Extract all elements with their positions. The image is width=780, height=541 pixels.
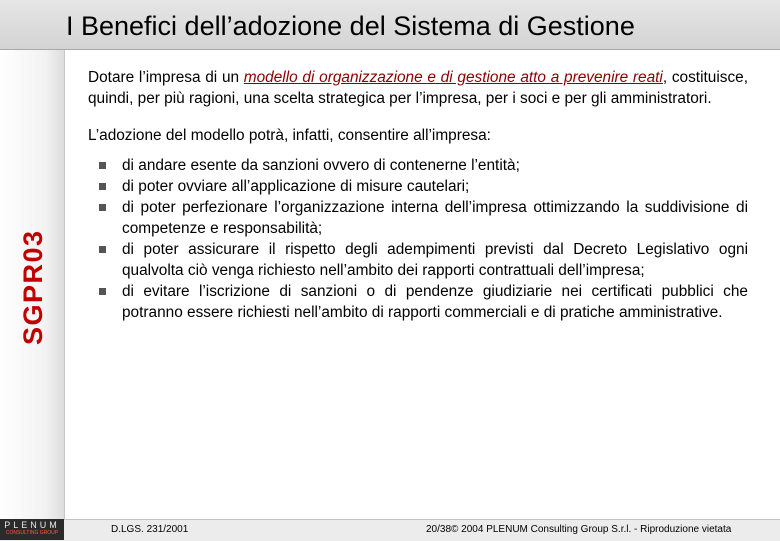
intro-text-end: , costituisce, quindi, per più ragioni, una scelta strategica per l’impresa, per i soci e per gli amministratori. <box>88 69 748 107</box>
footer-copyright: 20/38© 2004 PLENUM Consulting Group S.r.l. - Riproduzione vietata <box>426 524 732 535</box>
list-item-text: di andare esente da sanzioni ovvero di contenerne l’entità; <box>122 157 520 174</box>
sidebar-divider <box>64 50 65 520</box>
list-item-text: di evitare l’iscrizione di sanzioni o di pendenze giudiziarie nei certificati pubblici che potranno essere richiesti nell’ambito di rapporti commerciali e di pratiche amministrative. <box>122 283 748 321</box>
square-bullet-icon <box>99 183 106 190</box>
list-item-text: di poter ovviare all’applicazione di misure cautelari; <box>122 178 470 195</box>
logo-wordmark: PLENUM <box>4 520 60 530</box>
list-item <box>122 197 748 239</box>
slide-content <box>88 67 748 323</box>
square-bullet-icon <box>99 204 106 211</box>
list-item <box>122 239 748 281</box>
list-item <box>122 176 748 197</box>
title-bar <box>0 0 780 50</box>
plenum-logo <box>0 519 64 540</box>
intro-highlight: modello di organizzazione e di gestione atto a prevenire reati <box>243 69 663 86</box>
square-bullet-icon <box>99 246 106 253</box>
list-item-text: di poter assicurare il rispetto degli adempimenti previsti dal Decreto Legislativo ogni qualvolta ciò venga richiesto nell’ambito dei rapporti contrattuali dell’impresa; <box>122 241 748 279</box>
logo-tagline: CONSULTING GROUP <box>5 530 59 536</box>
benefits-list <box>88 155 748 323</box>
lead-sentence: L’adozione del modello potrà, infatti, consentire all’impresa: <box>88 127 491 144</box>
list-item <box>122 155 748 176</box>
intro-text-start: Dotare l’impresa di un <box>88 69 244 86</box>
slide-code-vertical: SGPR03 <box>18 229 48 345</box>
square-bullet-icon <box>99 162 106 169</box>
slide-title: I Benefici dell’adozione del Sistema di Gestione <box>66 11 635 41</box>
list-item-text: di poter perfezionare l’organizzazione interna dell’impresa ottimizzando la suddivisione di competenze e responsabilità; <box>122 199 748 237</box>
intro-paragraph <box>88 67 748 109</box>
list-item <box>122 281 748 323</box>
footer-reference: D.LGS. 231/2001 <box>111 524 189 535</box>
square-bullet-icon <box>99 288 106 295</box>
